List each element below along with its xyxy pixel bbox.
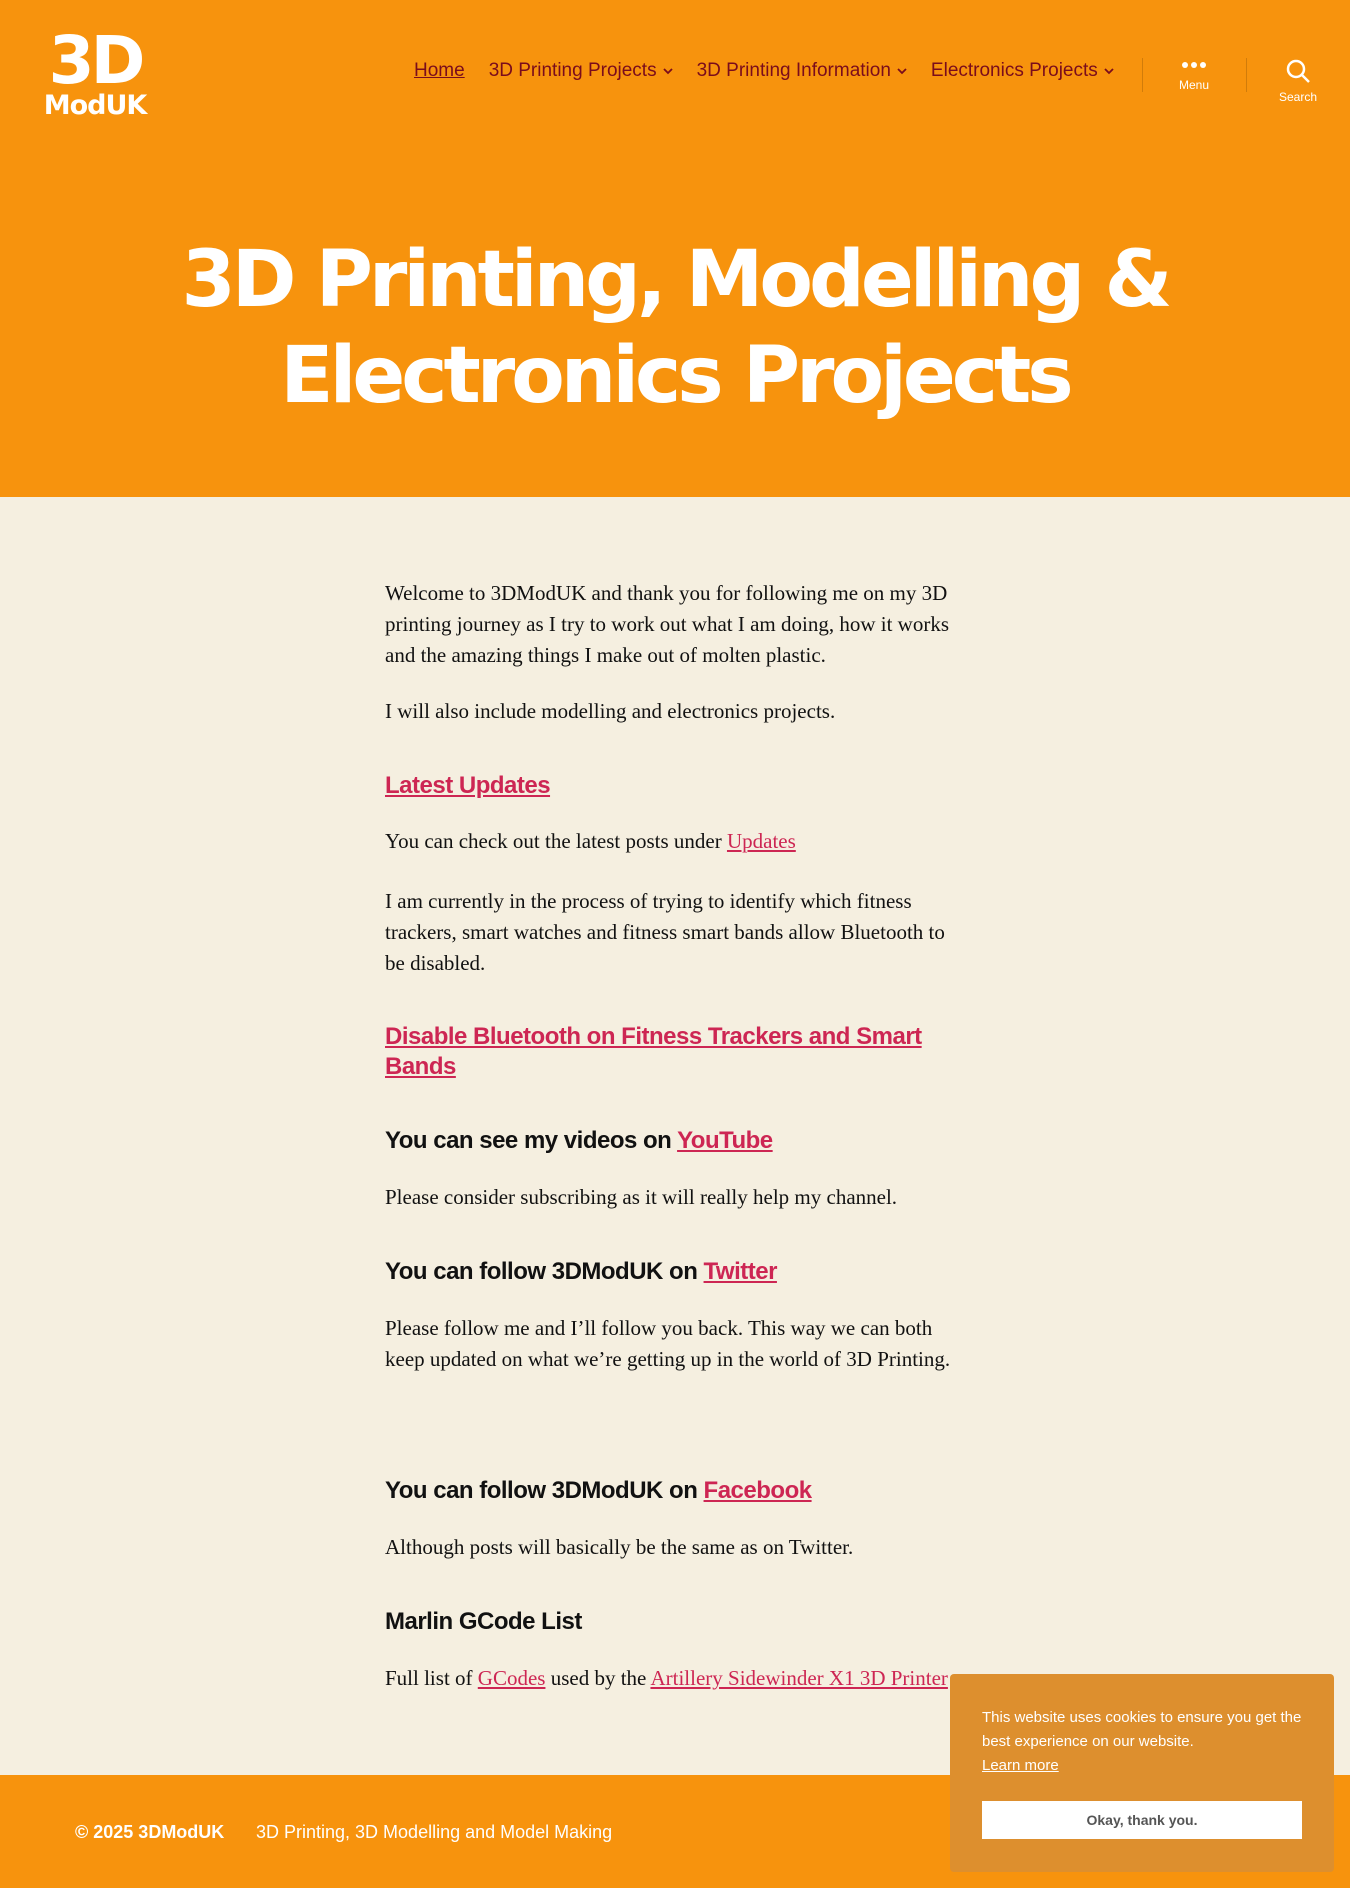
site-logo[interactable] xyxy=(40,22,150,121)
nav-divider xyxy=(1246,58,1247,92)
facebook-paragraph xyxy=(385,1532,965,1563)
nav-item-label: 3D Printing Information xyxy=(696,60,891,81)
chevron-down-icon xyxy=(1104,66,1114,76)
chevron-down-icon xyxy=(897,66,907,76)
nav-item-3d-printing-information[interactable] xyxy=(697,60,907,82)
videos-heading xyxy=(385,1126,965,1156)
logo-line2: ModUK xyxy=(43,90,147,121)
gcode-paragraph xyxy=(385,1663,965,1694)
facebook-heading-text: You can follow 3DModUK on xyxy=(385,1477,704,1504)
gcodes-link[interactable]: GCodes xyxy=(477,1666,546,1690)
twitter-heading-text: You can follow 3DModUK on xyxy=(385,1258,704,1285)
gcode-text-1: Full list of xyxy=(385,1666,478,1690)
facebook-heading xyxy=(385,1476,965,1506)
updates-link[interactable]: Updates xyxy=(726,829,796,853)
videos-heading-text: You can see my videos on xyxy=(385,1127,678,1154)
nav-item-label: 3D Printing Projects xyxy=(488,60,657,81)
bluetooth-heading xyxy=(385,1022,965,1082)
cookie-message-text: This website uses cookies to ensure you get the best experience on our website. xyxy=(982,1709,1302,1750)
chevron-down-icon xyxy=(663,66,673,76)
latest-updates-link[interactable]: Latest Updates xyxy=(385,772,551,799)
primary-nav xyxy=(414,60,1114,82)
facebook-link[interactable]: Facebook xyxy=(703,1477,812,1504)
bluetooth-link[interactable]: Disable Bluetooth on Fitness Trackers and Smart Bands xyxy=(385,1023,922,1080)
ellipsis-icon xyxy=(1180,58,1208,72)
twitter-paragraph xyxy=(385,1313,965,1375)
search-icon xyxy=(1285,58,1311,84)
twitter-link[interactable]: Twitter xyxy=(703,1258,777,1285)
latest-updates-text: You can check out the latest posts under xyxy=(385,829,727,853)
cookie-message xyxy=(982,1706,1312,1778)
facebook-text: Although posts will basically be the same as on Twitter. xyxy=(385,1535,854,1559)
nav-item-label: Electronics Projects xyxy=(930,60,1098,81)
gcode-text-2: used by the xyxy=(545,1666,651,1690)
fitness-paragraph xyxy=(385,886,965,979)
artillery-sidewinder-link[interactable]: Artillery Sidewinder X1 3D Printer xyxy=(650,1666,948,1690)
footer-tagline: 3D Printing, 3D Modelling and Model Making xyxy=(256,1822,613,1842)
cookie-accept-button[interactable]: Okay, thank you. xyxy=(982,1801,1302,1839)
footer-copyright[interactable]: © 2025 3DModUK xyxy=(75,1822,225,1842)
nav-item-home[interactable] xyxy=(414,60,465,82)
nav-divider xyxy=(1142,58,1143,92)
gcode-heading-text: Marlin GCode List xyxy=(385,1608,582,1635)
twitter-heading xyxy=(385,1257,965,1287)
latest-updates-paragraph xyxy=(385,826,965,857)
logo-line1: 3D xyxy=(48,22,142,99)
cookie-banner xyxy=(950,1674,1334,1872)
cookie-learn-more-link[interactable]: Learn more xyxy=(982,1757,1059,1774)
gcode-heading xyxy=(385,1607,965,1637)
youtube-link[interactable]: YouTube xyxy=(677,1127,773,1154)
menu-label: Menu xyxy=(1178,78,1210,92)
nav-item-electronics-projects[interactable] xyxy=(931,60,1114,82)
menu-button[interactable] xyxy=(1154,58,1234,92)
twitter-text: Please follow me and I’ll follow you back. This way we can both keep updated on what we’re getting up in the world of 3D Printing. xyxy=(385,1316,951,1371)
intro2-text: I will also include modelling and electronics projects. xyxy=(385,699,836,723)
page-title: 3D Printing, Modelling & Electronics Projects xyxy=(181,235,1169,421)
site-header xyxy=(0,0,1350,497)
search-button[interactable] xyxy=(1258,58,1338,104)
intro2-paragraph xyxy=(385,696,965,727)
videos-paragraph xyxy=(385,1182,965,1213)
intro-text: Welcome to 3DModUK and thank you for following me on my 3D printing journey as I try to work out what I am doing, how it works and the amazing things I make out of molten plastic. xyxy=(385,581,950,667)
videos-text: Please consider subscribing as it will really help my channel. xyxy=(385,1185,898,1209)
intro-paragraph xyxy=(385,578,965,671)
nav-item-label: Home xyxy=(414,60,465,81)
search-label: Search xyxy=(1278,90,1318,104)
fitness-text: I am currently in the process of trying to identify which fitness trackers, smart watches and fitness smart bands allow Bluetooth to be disabled. xyxy=(385,889,945,975)
latest-updates-heading xyxy=(385,771,965,801)
nav-item-3d-printing-projects[interactable] xyxy=(489,60,673,82)
